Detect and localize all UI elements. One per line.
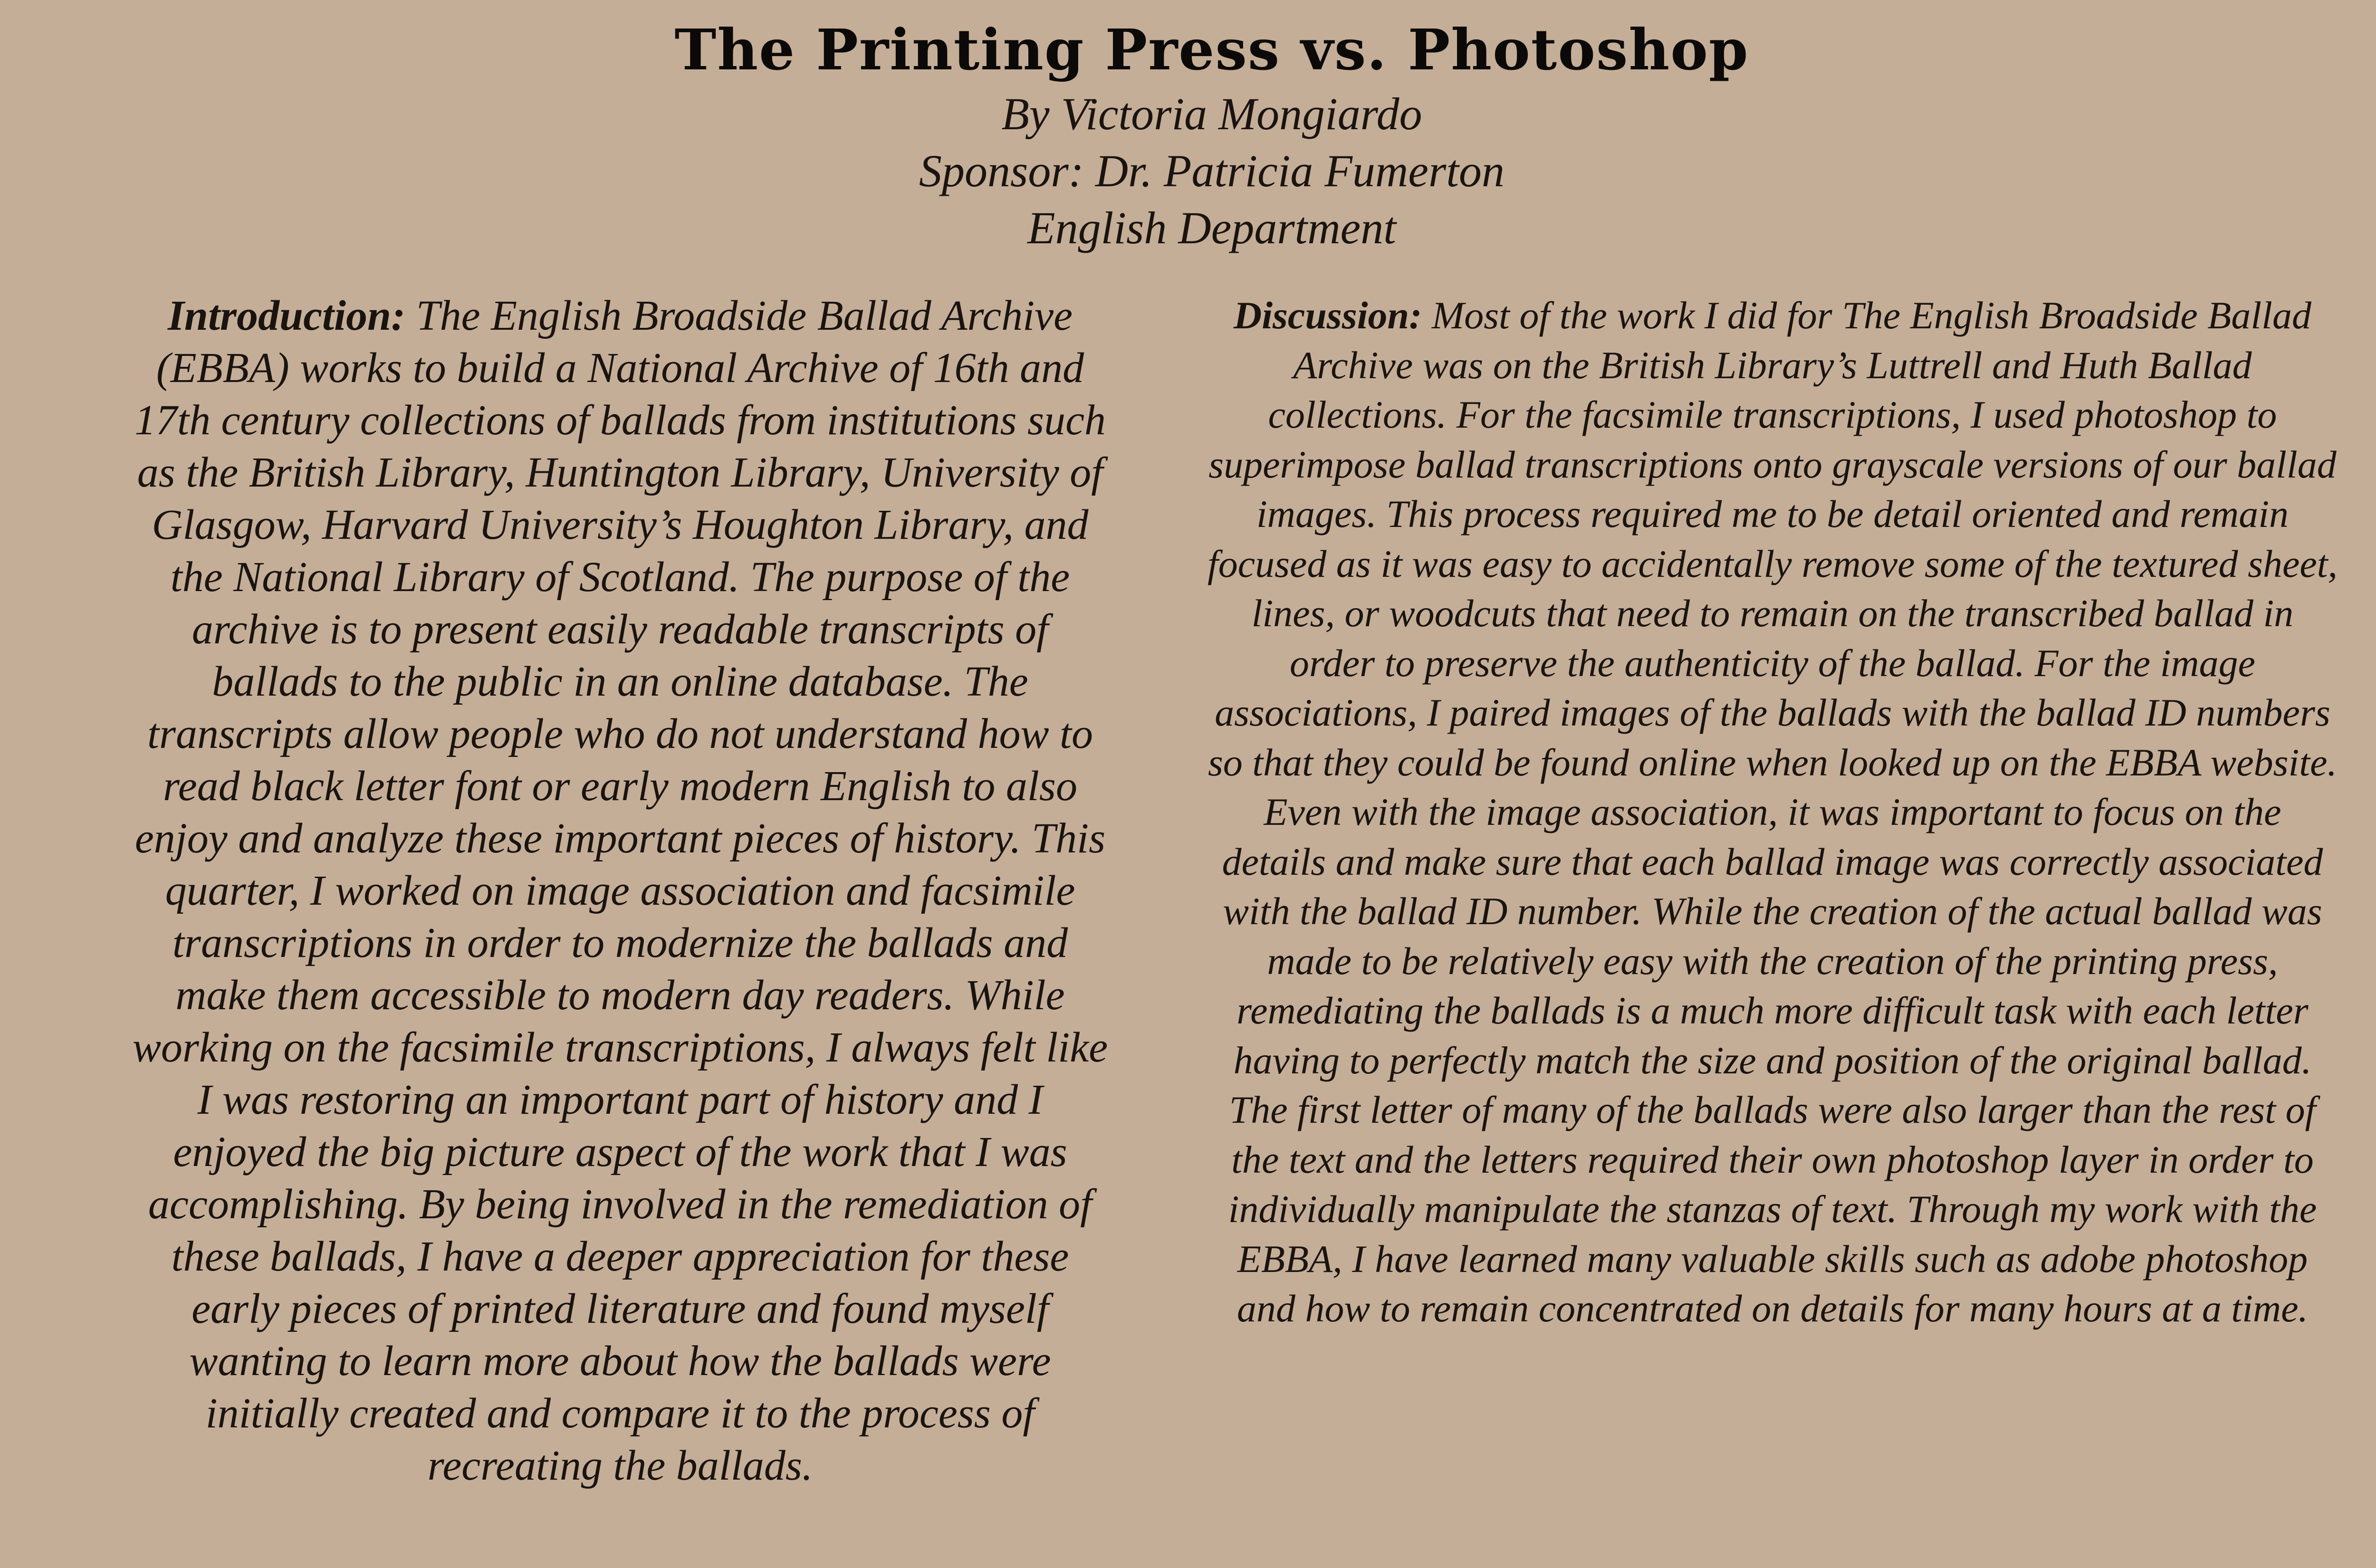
department-line: English Department [1027, 202, 1396, 253]
discussion-section [1207, 291, 2338, 1334]
introduction-heading: Introduction: [167, 292, 416, 339]
discussion-body: Most of the work I did for The English Broadside Ballad Archive was on the British Library’s Luttrell and Huth Ballad collections. For the facsimile transcriptions, I used photoshop to superimpose ballad transcriptions onto grayscale versions of our ballad images. This process required me to be detail oriented and remain focused as it was easy to accidentally remove some of the textured sheet, lines, or woodcuts that need to remain on the transcribed ballad in order to preserve the authenticity of the ballad. For the image associations, I paired images of the ballads with the ballad ID numbers so that they could be found online when looked up on the EBBA website. Even with the image association, it was important to focus on the details and make sure that each ballad image was correctly associated with the ballad ID number. While the creation of the actual ballad was made to be relatively easy with the creation of the printing press, remediating the ballads is a much more difficult task with each letter having to perfectly match the size and position of the original ballad. The first letter of many of the ballads were also larger than the rest of the text and the letters required their own photoshop layer in order to individually manipulate the stanzas of text. Through my work with the EBBA, I have learned many valuable skills such as adobe photoshop and how to remain concentrated on details for many hours at a time. [1207, 294, 2338, 1330]
header [0, 14, 2376, 257]
sponsor-line: Sponsor: Dr. Patricia Fumerton [919, 145, 1504, 196]
author-line: By Victoria Mongiardo [1001, 88, 1422, 139]
discussion-heading: Discussion: [1234, 294, 1432, 337]
introduction-body: The English Broadside Ballad Archive (EBBA) works to build a National Archive of 16th and 17th century collections of ballads from institutions such as the British Library, Huntington Library, University of Glasgow, Harvard University’s Houghton Library, and the National Library of Scotland. The purpose of the archive is to present easily readable transcripts of ballads to the public in an online database. The transcripts allow people who do not understand how to read black letter font or early modern English to also enjoy and analyze these important pieces of history. This quarter, I worked on image association and facsimile transcriptions in order to modernize the ballads and make them accessible to modern day readers. While working on the facsimile transcriptions, I always felt like I was restoring an important part of history and I enjoyed the big picture aspect of the work that I was accomplishing. By being involved in the remediation of these ballads, I have a deeper appreciation for these early pieces of printed literature and found myself wanting to learn more about how the ballads were initially created and compare it to the process of recreating the ballads. [132, 292, 1108, 1489]
introduction-section [126, 290, 1114, 1492]
page-title: The Printing Press vs. Photoshop [674, 17, 1749, 83]
